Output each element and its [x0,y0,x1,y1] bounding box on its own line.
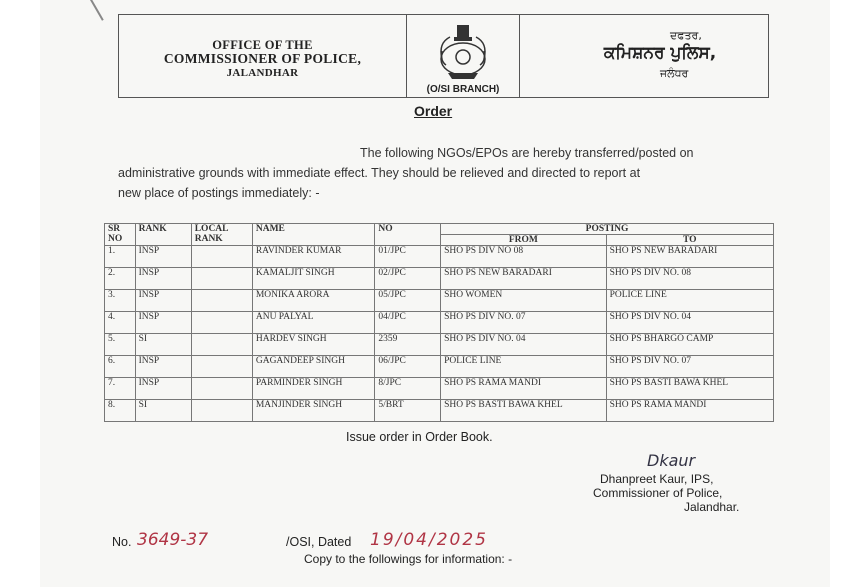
cell-rank: SI [135,334,191,356]
letterhead [118,14,769,98]
cell-rank: INSP [135,268,191,290]
punjabi-city-line: ਜਲੰਧਰ [660,67,689,80]
body-line-3: new place of postings immediately: - [118,186,320,200]
cell-no: 2359 [375,334,441,356]
cell-no: 02/JPC [375,268,441,290]
punjabi-office-line: ਦਫਤਰ, [670,29,702,42]
order-date: 19/04/2025 [370,530,488,550]
order-no-label: No. [112,535,132,549]
cell-name: GAGANDEEP SINGH [252,356,375,378]
col-posting: POSTING [441,224,774,235]
punjabi-commissioner-line: ਕਮਿਸ਼ਨਰ ਪੁਲਿਸ, [603,43,717,63]
signature-icon [645,448,715,472]
cell-rank: INSP [135,246,191,268]
branch-label: (O/SI BRANCH) [426,84,500,95]
cell-sr: 8. [105,400,136,422]
cell-name: ANU PALYAL [252,312,375,334]
table-row [105,290,774,312]
letterhead-punjabi [520,15,768,97]
cell-sr: 1. [105,246,136,268]
cell-local-rank [191,246,252,268]
cell-local-rank [191,334,252,356]
cell-no: 04/JPC [375,312,441,334]
letterhead-english [119,15,407,97]
cell-to: POLICE LINE [606,290,773,312]
table-body [105,246,774,422]
table-row [105,268,774,290]
col-no: NO [375,224,441,246]
table-row [105,246,774,268]
city-line: JALANDHAR [226,67,299,79]
cell-sr: 2. [105,268,136,290]
cell-from: SHO WOMEN [441,290,606,312]
cell-local-rank [191,356,252,378]
cell-to: SHO PS BASTI BAWA KHEL [606,378,773,400]
cell-local-rank [191,312,252,334]
cell-sr: 6. [105,356,136,378]
cell-local-rank [191,268,252,290]
body-line-1: The following NGOs/EPOs are hereby transferred/posted on [360,146,694,160]
col-name: NAME [252,224,375,246]
col-local-rank: LOCAL RANK [191,224,252,246]
table-row [105,356,774,378]
cell-sr: 3. [105,290,136,312]
commissioner-line: COMMISSIONER OF POLICE, [163,51,362,66]
table-row [105,312,774,334]
cell-local-rank [191,400,252,422]
cell-name: KAMALJIT SINGH [252,268,375,290]
cell-no: 06/JPC [375,356,441,378]
punjab-police-emblem-icon [430,21,496,83]
signatory-place: Jalandhar. [684,500,740,514]
letterhead-emblem-cell [407,15,520,97]
col-to: TO [606,235,773,246]
cell-name: HARDEV SINGH [252,334,375,356]
cell-name: MONIKA ARORA [252,290,375,312]
cell-rank: INSP [135,290,191,312]
col-from: FROM [441,235,606,246]
cell-to: SHO PS DIV NO. 04 [606,312,773,334]
cell-from: SHO PS RAMA MANDI [441,378,606,400]
table-row [105,400,774,422]
cell-to: SHO PS RAMA MANDI [606,400,773,422]
cell-rank: SI [135,400,191,422]
cell-name: MANJINDER SINGH [252,400,375,422]
signature-text: Dkaur [647,451,696,470]
cell-from: POLICE LINE [441,356,606,378]
cell-name: PARMINDER SINGH [252,378,375,400]
signatory-designation: Commissioner of Police, [593,486,723,500]
cell-to: SHO PS DIV NO. 08 [606,268,773,290]
cell-rank: INSP [135,312,191,334]
cell-no: 05/JPC [375,290,441,312]
cell-to: SHO PS DIV NO. 07 [606,356,773,378]
cell-name: RAVINDER KUMAR [252,246,375,268]
table-row [105,334,774,356]
cell-sr: 4. [105,312,136,334]
cell-rank: INSP [135,356,191,378]
cell-rank: INSP [135,378,191,400]
osi-dated-label: /OSI, Dated [286,535,352,549]
col-sr-no: SR NO [105,224,136,246]
office-line: OFFICE OF THE [212,38,313,52]
cell-local-rank [191,378,252,400]
table-row [105,378,774,400]
signatory-name: Dhanpreet Kaur, IPS, [600,472,714,486]
cell-sr: 5. [105,334,136,356]
body-line-2: administrative grounds with immediate effect. They should be relieved and directed to report at [118,166,641,180]
cell-no: 8/JPC [375,378,441,400]
cell-from: SHO PS BASTI BAWA KHEL [441,400,606,422]
transfer-table [104,223,774,422]
cell-to: SHO PS BHARGO CAMP [606,334,773,356]
order-number: 3649-37 [137,530,209,550]
col-rank: RANK [135,224,191,246]
cell-to: SHO PS NEW BARADARI [606,246,773,268]
cell-sr: 7. [105,378,136,400]
copy-to-line: Copy to the followings for information: - [304,552,513,566]
document-title: Order [414,103,453,119]
cell-from: SHO PS DIV NO 08 [441,246,606,268]
cell-no: 01/JPC [375,246,441,268]
cell-from: SHO PS DIV NO. 04 [441,334,606,356]
cell-no: 5/BRT [375,400,441,422]
cell-local-rank [191,290,252,312]
cell-from: SHO PS NEW BARADARI [441,268,606,290]
issue-note: Issue order in Order Book. [346,430,493,444]
cell-from: SHO PS DIV NO. 07 [441,312,606,334]
